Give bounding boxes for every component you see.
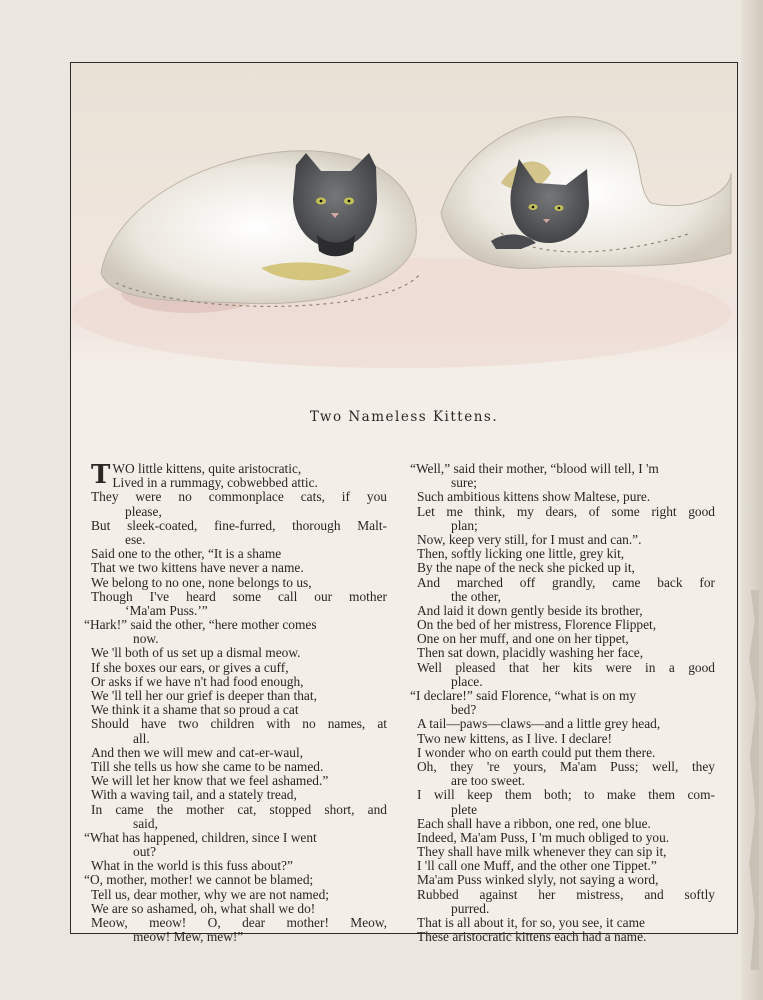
poem-line bbox=[91, 576, 387, 590]
poem-line-text: plete bbox=[451, 801, 478, 817]
poem-line bbox=[417, 661, 715, 675]
poem-line bbox=[417, 732, 715, 746]
poem-line-text: “What has happened, children, since I went bbox=[84, 829, 317, 845]
poem-line-text: Well pleased that her kits were in a good bbox=[417, 659, 715, 675]
poem-line-text: bed? bbox=[451, 702, 477, 718]
poem-line-text: They were no commonplace cats, if you bbox=[91, 489, 387, 505]
poem-line-text: Or asks if we have n't had food enough, bbox=[91, 673, 304, 689]
poem-title: Two Nameless Kittens. bbox=[309, 409, 499, 425]
poem-line bbox=[417, 788, 715, 802]
poem-line-text: We 'll tell her our grief is deeper than that, bbox=[91, 688, 317, 704]
poem-line bbox=[91, 803, 387, 817]
poem-line bbox=[91, 547, 387, 561]
poem-line bbox=[84, 831, 387, 845]
poem-line bbox=[417, 505, 715, 519]
poem-line-text: Till she tells us how she came to be named. bbox=[91, 758, 324, 774]
poem-line bbox=[91, 845, 387, 859]
poem-line-text: One on her muff, and one on her tippet, bbox=[417, 631, 629, 647]
poem-line-text: On the bed of her mistress, Florence Flippet, bbox=[417, 617, 657, 633]
poem-line bbox=[417, 902, 715, 916]
poem-line bbox=[84, 618, 387, 632]
poem-line bbox=[91, 703, 387, 717]
poem-line-text: We are so ashamed, oh, what shall we do! bbox=[91, 900, 316, 916]
poem-line-text: We will let her know that we feel ashamed.” bbox=[91, 773, 329, 789]
poem-line-text: “O, mother, mother! we cannot be blamed; bbox=[84, 872, 314, 888]
poem-line-text: We 'll both of us set up a dismal meow. bbox=[91, 645, 301, 661]
poem-line bbox=[417, 774, 715, 788]
poem-line bbox=[417, 646, 715, 660]
poem-line bbox=[417, 717, 715, 731]
poem-line bbox=[91, 788, 387, 802]
poem-line-text: now. bbox=[133, 631, 159, 647]
poem-line-text: A tail—paws—claws—and a little grey head, bbox=[417, 716, 661, 732]
poem-line-text: “Hark!” said the other, “here mother comes bbox=[84, 617, 317, 633]
poem-line bbox=[91, 774, 387, 788]
poem-line bbox=[417, 576, 715, 590]
poem-line bbox=[91, 505, 387, 519]
poem-line bbox=[91, 476, 387, 490]
poem-line-text: And then we will mew and cat-er-waul, bbox=[91, 744, 304, 760]
poem-line-text: In came the mother cat, stopped short, and bbox=[91, 801, 387, 817]
poem-line-text: But sleek-coated, fine-furred, thorough Malt- bbox=[91, 517, 387, 533]
poem-line bbox=[417, 930, 715, 944]
poem-line bbox=[417, 632, 715, 646]
poem-line bbox=[91, 732, 387, 746]
poem-line-text: Ma'am Puss winked slyly, not saying a word, bbox=[417, 872, 659, 888]
poem-line-text: That we two kittens have never a name. bbox=[91, 560, 304, 576]
poem-line-text: And marched off grandly, came back for bbox=[417, 574, 715, 590]
poem-line-text: please, bbox=[125, 503, 162, 519]
poem-line bbox=[417, 519, 715, 533]
poem-line-text: Now, keep very still, for I must and can.”. bbox=[417, 531, 642, 547]
poem-line-text: Two new kittens, as I live. I declare! bbox=[417, 730, 613, 746]
poem-line-text: I will keep them both; to make them com- bbox=[417, 787, 715, 803]
poem-line-text: “Well,” said their mother, “blood will tell, I 'm bbox=[410, 461, 659, 476]
poem-line-text: What in the world is this fuss about?” bbox=[91, 858, 293, 874]
poem-line bbox=[91, 519, 387, 533]
poem-line-text: They shall have milk whenever they can sip it, bbox=[417, 844, 667, 860]
poem-line bbox=[417, 760, 715, 774]
poem-line-text: Tell us, dear mother, why we are not named; bbox=[91, 886, 329, 902]
poem-left-column bbox=[84, 460, 387, 945]
poem-line-text: Then sat down, placidly washing her face, bbox=[417, 645, 644, 661]
drop-cap: T bbox=[91, 460, 111, 490]
poem-line bbox=[410, 462, 715, 476]
poem-line bbox=[417, 476, 715, 490]
poem-line bbox=[417, 845, 715, 859]
poem-line bbox=[417, 490, 715, 504]
poem-line-text: place. bbox=[451, 673, 483, 689]
poem-line-text: sure; bbox=[451, 475, 478, 491]
poem-line bbox=[417, 604, 715, 618]
poem-line bbox=[91, 817, 387, 831]
poem-line bbox=[91, 902, 387, 916]
poem-line-text: Oh, they 're yours, Ma'am Puss; well, they bbox=[417, 758, 715, 774]
poem-line bbox=[91, 590, 387, 604]
poem-line bbox=[417, 590, 715, 604]
poem-line-text: I 'll call one Muff, and the other one Tippet.” bbox=[417, 858, 657, 874]
poem-line bbox=[91, 888, 387, 902]
poem-line bbox=[91, 760, 387, 774]
poem-line-text: These aristocratic kittens each had a name. bbox=[417, 929, 647, 945]
poem-line bbox=[91, 859, 387, 873]
poem-line-text: With a waving tail, and a stately tread, bbox=[91, 787, 297, 803]
poem-line bbox=[91, 916, 387, 930]
poem-right-column bbox=[410, 461, 715, 945]
poem-line bbox=[91, 533, 387, 547]
poem-line bbox=[410, 689, 715, 703]
poem-line-text: Then, softly licking one little, grey kit, bbox=[417, 546, 625, 562]
poem-line bbox=[417, 831, 715, 845]
poem-line-text: the other, bbox=[451, 588, 502, 604]
poem-line bbox=[417, 873, 715, 887]
kittens-illustration bbox=[71, 63, 737, 363]
poem-line-text: Rubbed against her mistress, and softly bbox=[417, 886, 715, 902]
poem-line-text: Let me think, my dears, of some right good bbox=[417, 503, 715, 519]
poem-line-text: “I declare!” said Florence, “what is on my bbox=[410, 688, 637, 703]
poem-line bbox=[91, 646, 387, 660]
poem-line bbox=[91, 930, 387, 944]
poem-line-text: If she boxes our ears, or gives a cuff, bbox=[91, 659, 289, 675]
poem-line-text: We think it a shame that so proud a cat bbox=[91, 702, 299, 718]
poem-line-text: We belong to no one, none belongs to us, bbox=[91, 574, 312, 590]
poem-line-text: Though I've heard some call our mother bbox=[91, 588, 387, 604]
poem-line-text: Said one to the other, “It is a shame bbox=[91, 546, 282, 562]
poem-line bbox=[417, 675, 715, 689]
poem-line bbox=[91, 490, 387, 504]
poem-line-text: purred. bbox=[451, 900, 490, 916]
poem-line-text: out? bbox=[133, 844, 157, 860]
poem-line-text: ese. bbox=[125, 531, 146, 547]
poem-line-text: all. bbox=[133, 730, 150, 746]
poem-line bbox=[417, 618, 715, 632]
poem-line-text: Indeed, Ma'am Puss, I 'm much obliged to you. bbox=[417, 829, 670, 845]
poem-line bbox=[417, 561, 715, 575]
poem-line-text: WO little kittens, quite aristocratic, bbox=[112, 461, 302, 476]
page-border bbox=[70, 62, 738, 945]
poem-line-text: are too sweet. bbox=[451, 773, 525, 789]
poem-line bbox=[417, 803, 715, 817]
poem-line-text: plan; bbox=[451, 517, 478, 533]
poem-line-text: By the nape of the neck she picked up it, bbox=[417, 560, 635, 576]
poem-line bbox=[417, 859, 715, 873]
poem-line-text: Such ambitious kittens show Maltese, pure. bbox=[417, 489, 651, 505]
poem-line bbox=[91, 661, 387, 675]
poem-line bbox=[417, 703, 715, 717]
poem-line bbox=[417, 547, 715, 561]
poem-line bbox=[84, 873, 387, 887]
poem-line bbox=[417, 916, 715, 930]
poem-line-text: ‘Ma'am Puss.’” bbox=[125, 602, 208, 618]
poem-line-text: Should have two children with no names, at bbox=[91, 716, 387, 732]
poem-line bbox=[91, 675, 387, 689]
poem-line bbox=[417, 888, 715, 902]
poem-line bbox=[91, 604, 387, 618]
poem-line-text: Meow, meow! O, dear mother! Meow, bbox=[91, 915, 387, 931]
poem-line-text: Lived in a rummagy, cobwebbed attic. bbox=[112, 475, 318, 491]
poem-line-text: I wonder who on earth could put them there. bbox=[417, 744, 656, 760]
torn-edge bbox=[745, 590, 759, 970]
poem-line-text: said, bbox=[133, 815, 158, 831]
poem-line bbox=[417, 533, 715, 547]
poem-line bbox=[91, 689, 387, 703]
page-edge bbox=[741, 0, 763, 1000]
poem-line-text: meow! Mew, mew!” bbox=[133, 929, 244, 945]
poem-line-text: And laid it down gently beside its brother, bbox=[417, 602, 643, 618]
poem-line bbox=[91, 561, 387, 575]
poem-line bbox=[417, 817, 715, 831]
poem-line-text: That is all about it, for so, you see, it came bbox=[417, 915, 645, 930]
poem-line bbox=[91, 717, 387, 731]
poem-line-text: Each shall have a ribbon, one red, one blue. bbox=[417, 815, 651, 831]
poem-line bbox=[91, 746, 387, 760]
poem-line bbox=[91, 632, 387, 646]
poem-line bbox=[417, 746, 715, 760]
